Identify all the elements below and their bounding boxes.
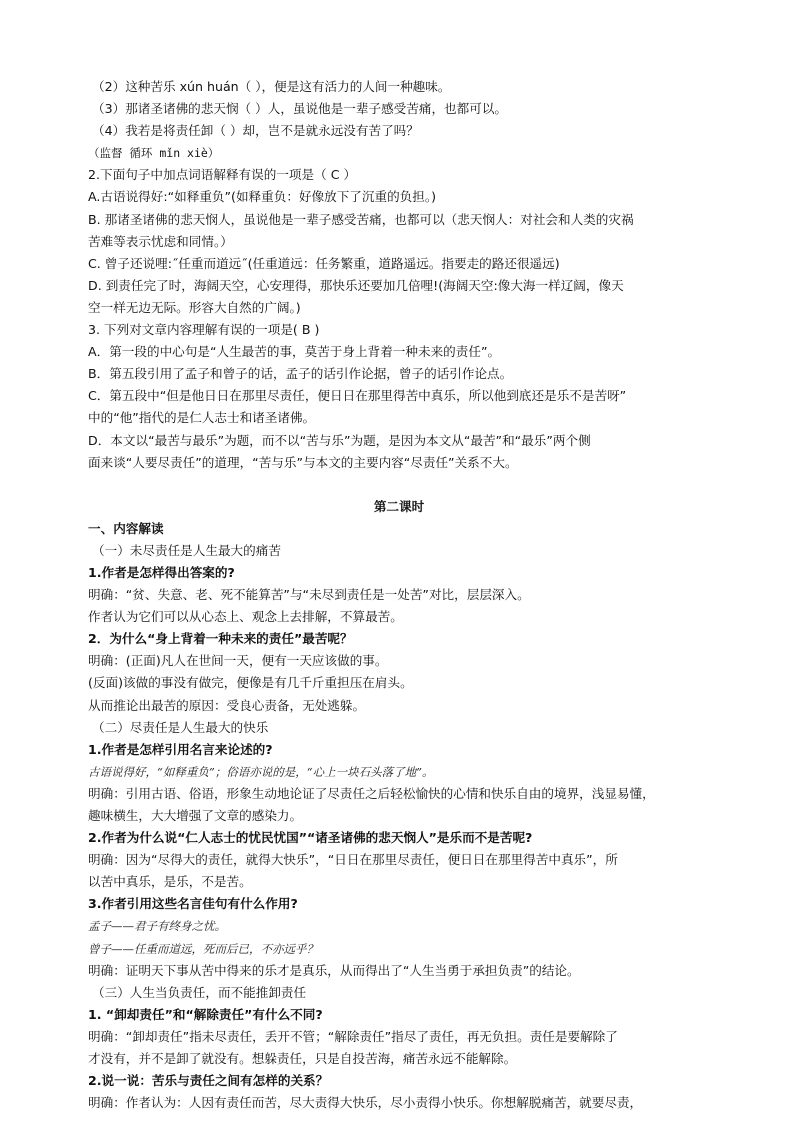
answer-line: 明确：(正面)凡人在世间一天，便有一天应该做的事。 bbox=[88, 653, 388, 669]
answer-line: 以苦中真乐，是乐，不是苦。 bbox=[88, 874, 252, 890]
option-line: 面来谈“人要尽责任”的道理，“苦与乐”与本文的主要内容“尽责任”关系不大。 bbox=[88, 454, 518, 470]
option-line: A.古语说得好:“如释重负”(如释重负：好像放下了沉重的负担。) bbox=[88, 189, 437, 205]
answer-line: 明确：“贫、失意、老、死不能算苦”与“未尽到责任是一处苦”对比，层层深入。 bbox=[88, 587, 530, 603]
question-title: 2．为什么“身上背着一种未来的责任”最苦呢？ bbox=[88, 631, 353, 647]
answer-line: 从而推论出最苦的原因：受良心责备，无处逃躲。 bbox=[88, 697, 366, 713]
quote-line: 古语说得好，“如释重负”；俗语亦说的是，“心上一块石头落了地”。 bbox=[88, 764, 434, 779]
lesson-title: 第二课时 bbox=[373, 498, 425, 514]
quote-line: 曾子——任重而道远，死而后已，不亦远乎？ bbox=[88, 941, 318, 956]
question-title: 1. “卸却责任”和“解除责任”有什么不同? bbox=[88, 1006, 323, 1022]
answer-line: 明确：“卸却责任”指未尽责任，丢开不管；“解除责任”指尽了责任，再无负担。责任是要解除了 bbox=[88, 1028, 618, 1044]
subsection-title: （一）未尽责任是人生最大的痛苦 bbox=[92, 542, 281, 558]
answer-line: 趣味横生，大大增强了文章的感染力。 bbox=[88, 808, 303, 823]
answer-line: 才没有，并不是卸了就没有。想躲责任，只是自投苦海，痛苦永远不能解除。 bbox=[88, 1051, 517, 1067]
option-line: 中的“他”指代的是仁人志士和诸圣诸佛。 bbox=[88, 410, 316, 426]
question-line: （3）那诸圣诸佛的悲天悯（ ）人，虽说他是一辈子感受苦痛，也都可以。 bbox=[92, 101, 508, 117]
question-title: 3.作者引用这些名言佳句有什么作用? bbox=[88, 896, 298, 912]
answer-line: (反面)该做的事没有做完，便像是有几千斤重担压在肩头。 bbox=[88, 675, 413, 691]
option-line: B．第五段引用了孟子和曾子的话，孟子的话引作论据，曾子的话引作论点。 bbox=[88, 366, 513, 382]
answer-line: （监督 循环 mǐn xiè） bbox=[88, 146, 220, 161]
answer-line: 作者认为它们可以从心态上、观念上去排解，不算最苦。 bbox=[88, 609, 403, 625]
quote-line: 孟子——君子有终身之忧。 bbox=[88, 919, 226, 934]
question-title: 1.作者是怎样得出答案的? bbox=[88, 564, 235, 580]
option-line: 苦难等表示忧虑和同情。） bbox=[88, 233, 233, 249]
answer-line: 明确：作者认为：人因有责任而苦，尽大责得大快乐，尽小责得小快乐。你想解脱痛苦，就要尽责， bbox=[88, 1095, 643, 1111]
question-line: （2）这种苦乐 xún huán（ ），便是这有活力的人间一种趣味。 bbox=[92, 79, 451, 94]
question-title: 3. 下列对文章内容理解有误的一项是( B ) bbox=[88, 322, 320, 338]
answer-line: 明确：证明天下事从苦中得来的乐才是真乐，从而得出了“人生当勇于承担负责”的结论。 bbox=[88, 962, 580, 978]
section-heading: 一、内容解读 bbox=[88, 520, 164, 536]
document-page bbox=[88, 76, 710, 1114]
question-title: 2.作者为什么说“仁人志士的忧民忧国”“诸圣诸佛的悲天悯人”是乐而不是苦呢? bbox=[88, 830, 533, 846]
question-line: （4）我若是将责任卸（ ）却，岂不是就永远没有苦了吗？ bbox=[92, 123, 419, 139]
question-title: 1.作者是怎样引用名言来论述的? bbox=[88, 741, 273, 757]
option-line: B. 那诸圣诸佛的悲天悯人，虽说他是一辈子感受苦痛，也都可以（悲天悯人：对社会和人类的灾祸 bbox=[88, 211, 634, 227]
answer-line: 明确：引用古语、俗语，形象生动地论证了尽责任之后轻松愉快的心情和快乐自由的境界，浅显易懂， bbox=[88, 785, 655, 801]
option-line: A．第一段的中心句是“人生最苦的事，莫苦于身上背着一种未来的责任”。 bbox=[88, 344, 501, 360]
subsection-title: （二）尽责任是人生最大的快乐 bbox=[92, 719, 269, 735]
option-line: 空一样无边无际。形容大自然的广阔。) bbox=[88, 299, 301, 315]
question-title: 2.下面句子中加点词语解释有误的一项是（ C ） bbox=[88, 167, 357, 183]
option-line: C．第五段中“但是他日日在那里尽责任，便日日在那里得苦中真乐，所以他到底还是乐不是苦呀” bbox=[88, 388, 627, 404]
question-title: 2.说一说：苦乐与责任之间有怎样的关系？ bbox=[88, 1073, 329, 1089]
spacer bbox=[88, 474, 710, 496]
option-line: C. 曾子还说哩:˝任重而道远˝(任重道远：任务繁重，道路遥远。指要走的路还很遥远) bbox=[88, 255, 560, 271]
option-line: D．本文以“最苦与最乐”为题，而不以“苦与乐”为题，是因为本文从“最苦”和“最乐”两个侧 bbox=[88, 432, 591, 448]
answer-line: 明确：因为“尽得大的责任，就得大快乐”，“日日在那里尽责任，便日日在那里得苦中真乐”，所 bbox=[88, 852, 618, 868]
option-line: D. 到责任完了时，海阔天空，心安理得，那快乐还要加几倍哩!(海阔天空:像大海一样辽阔，像天 bbox=[88, 277, 624, 293]
subsection-title: （三）人生当负责任，而不能推卸责任 bbox=[92, 984, 307, 1000]
